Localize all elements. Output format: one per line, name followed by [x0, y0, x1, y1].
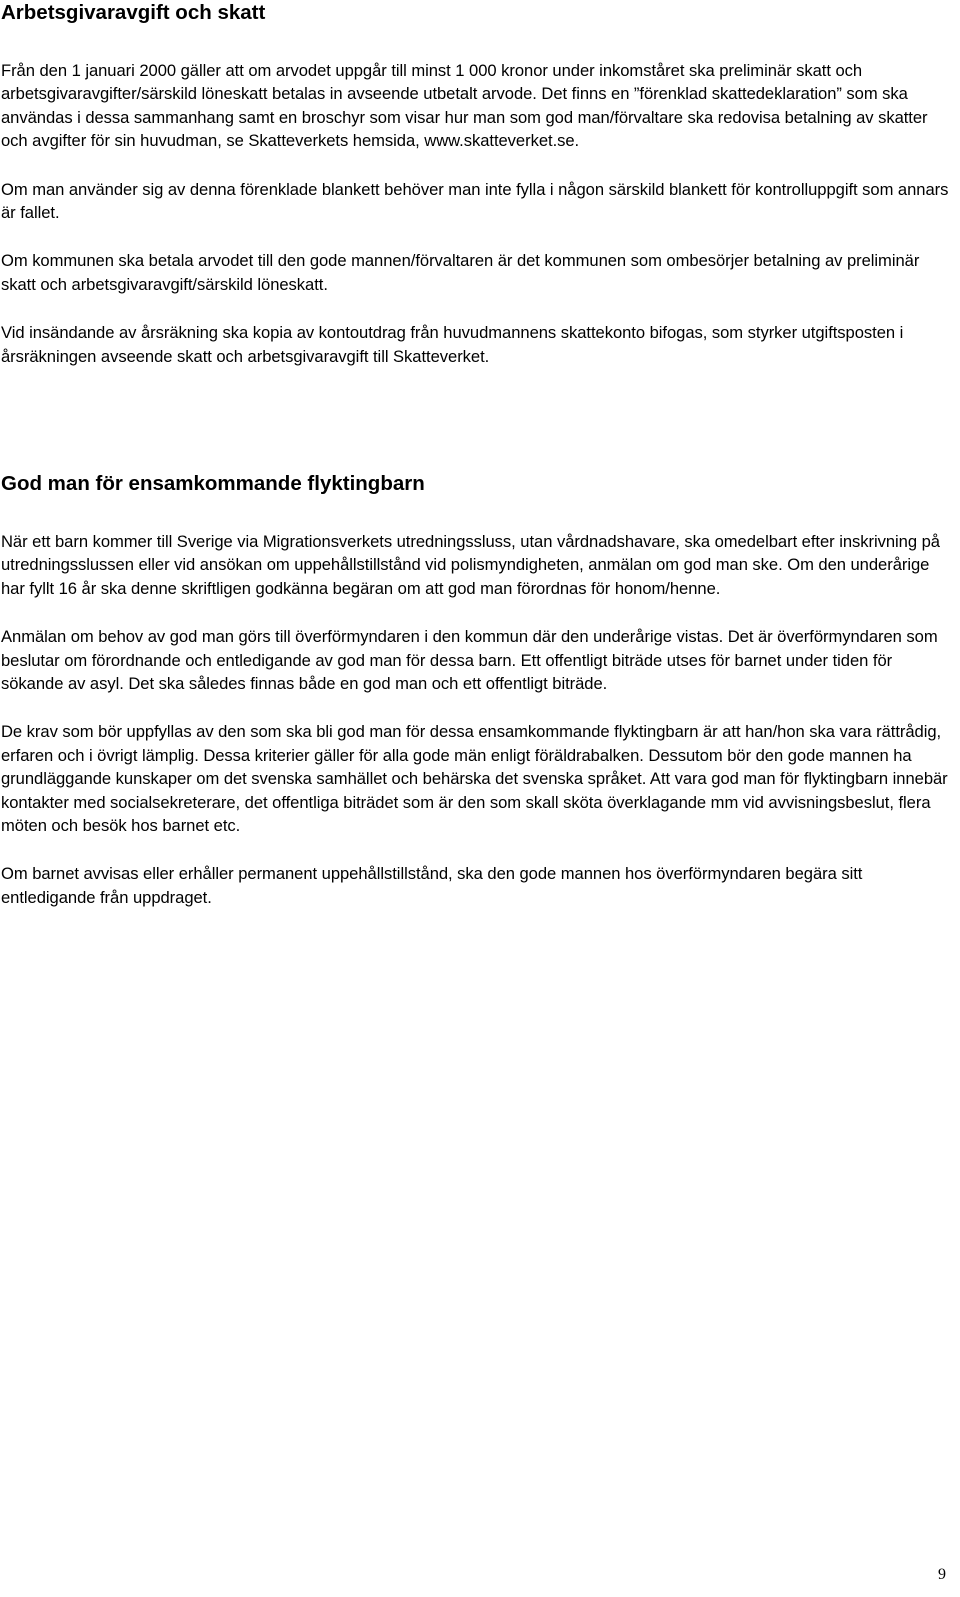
- section-heading: God man för ensamkommande flyktingbarn: [1, 472, 425, 495]
- paragraph: Om man använder sig av denna förenklade blankett behöver man inte fylla i någon särskild blankett för kontrolluppgift som annars är fallet.: [1, 179, 949, 223]
- paragraph: Om barnet avvisas eller erhåller permanent uppehållstillstånd, ska den gode mannen hos överförmyndaren begära sitt entledigande från uppdraget.: [1, 864, 863, 907]
- paragraph: Om kommunen ska betala arvodet till den gode mannen/förvaltaren är det kommunen som ombesörjer betalning av preliminär skatt och arbetsgivaravgift/särskild löneskatt.: [1, 251, 920, 294]
- section-heading: Arbetsgivaravgift och skatt: [1, 1, 266, 24]
- section-arbetsgivaravgift: [1, 0, 951, 368]
- paragraph: Vid insändande av årsräkning ska kopia av kontoutdrag från huvudmannens skattekonto bifogas, som styrker utgiftsposten i årsräkningen avseende skatt och arbetsgivaravgift till Skatteverket.: [1, 323, 904, 366]
- paragraph: De krav som bör uppfyllas av den som ska bli god man för dessa ensamkommande flyktingbarn är att han/hon ska vara rättrådig, erfaren och i övrigt lämplig. Dessa kriterier gäller för alla gode män enligt föräldrabalken. Dessutom bör den gode mannen ha grundläggande kunskaper om det svenska samhället och behärska det svenska språket. Att vara god man för flyktingbarn innebär kontakter med socialsekreterare, det offentliga biträdet som är den som skall sköta överklagande mm vid avvisningsbeslut, flera möten och besök hos barnet etc.: [1, 722, 948, 836]
- page-number: 9: [938, 1566, 946, 1583]
- paragraph: Från den 1 januari 2000 gäller att om arvodet uppgår till minst 1 000 kronor under inkomståret ska preliminär skatt och arbetsgivaravgifter/särskild löneskatt betalas in avseende utbetalt arvode. Det finns en ”förenklad skattedeklaration” som ska användas i dessa sammanhang samt en broschyr som visar hur man som god man/förvaltare ska redovisa betalning av skatter och avgifter för sin huvudman, se Skatteverkets hemsida, www.skatteverket.se.: [1, 61, 928, 151]
- paragraph: Anmälan om behov av god man görs till överförmyndaren i den kommun där den underårige vistas. Det är överförmyndaren som beslutar om förordnande och entledigande av god man för dessa barn. Ett offentligt biträde utses för barnet under tiden för sökande av asyl. Det ska således finnas både en god man och ett offentligt biträde.: [1, 627, 938, 694]
- section-god-man-flyktingbarn: [1, 472, 951, 909]
- paragraph: När ett barn kommer till Sverige via Migrationsverkets utredningssluss, utan vårdnadshavare, ska omedelbart efter inskrivning på utredningsslussen eller vid ansökan om uppehållstillstånd vid polismyndigheten, anmälan om god man ske. Om den underårige har fyllt 16 år ska denne skriftligen godkänna begäran om att god man förordnas för honom/henne.: [1, 532, 940, 598]
